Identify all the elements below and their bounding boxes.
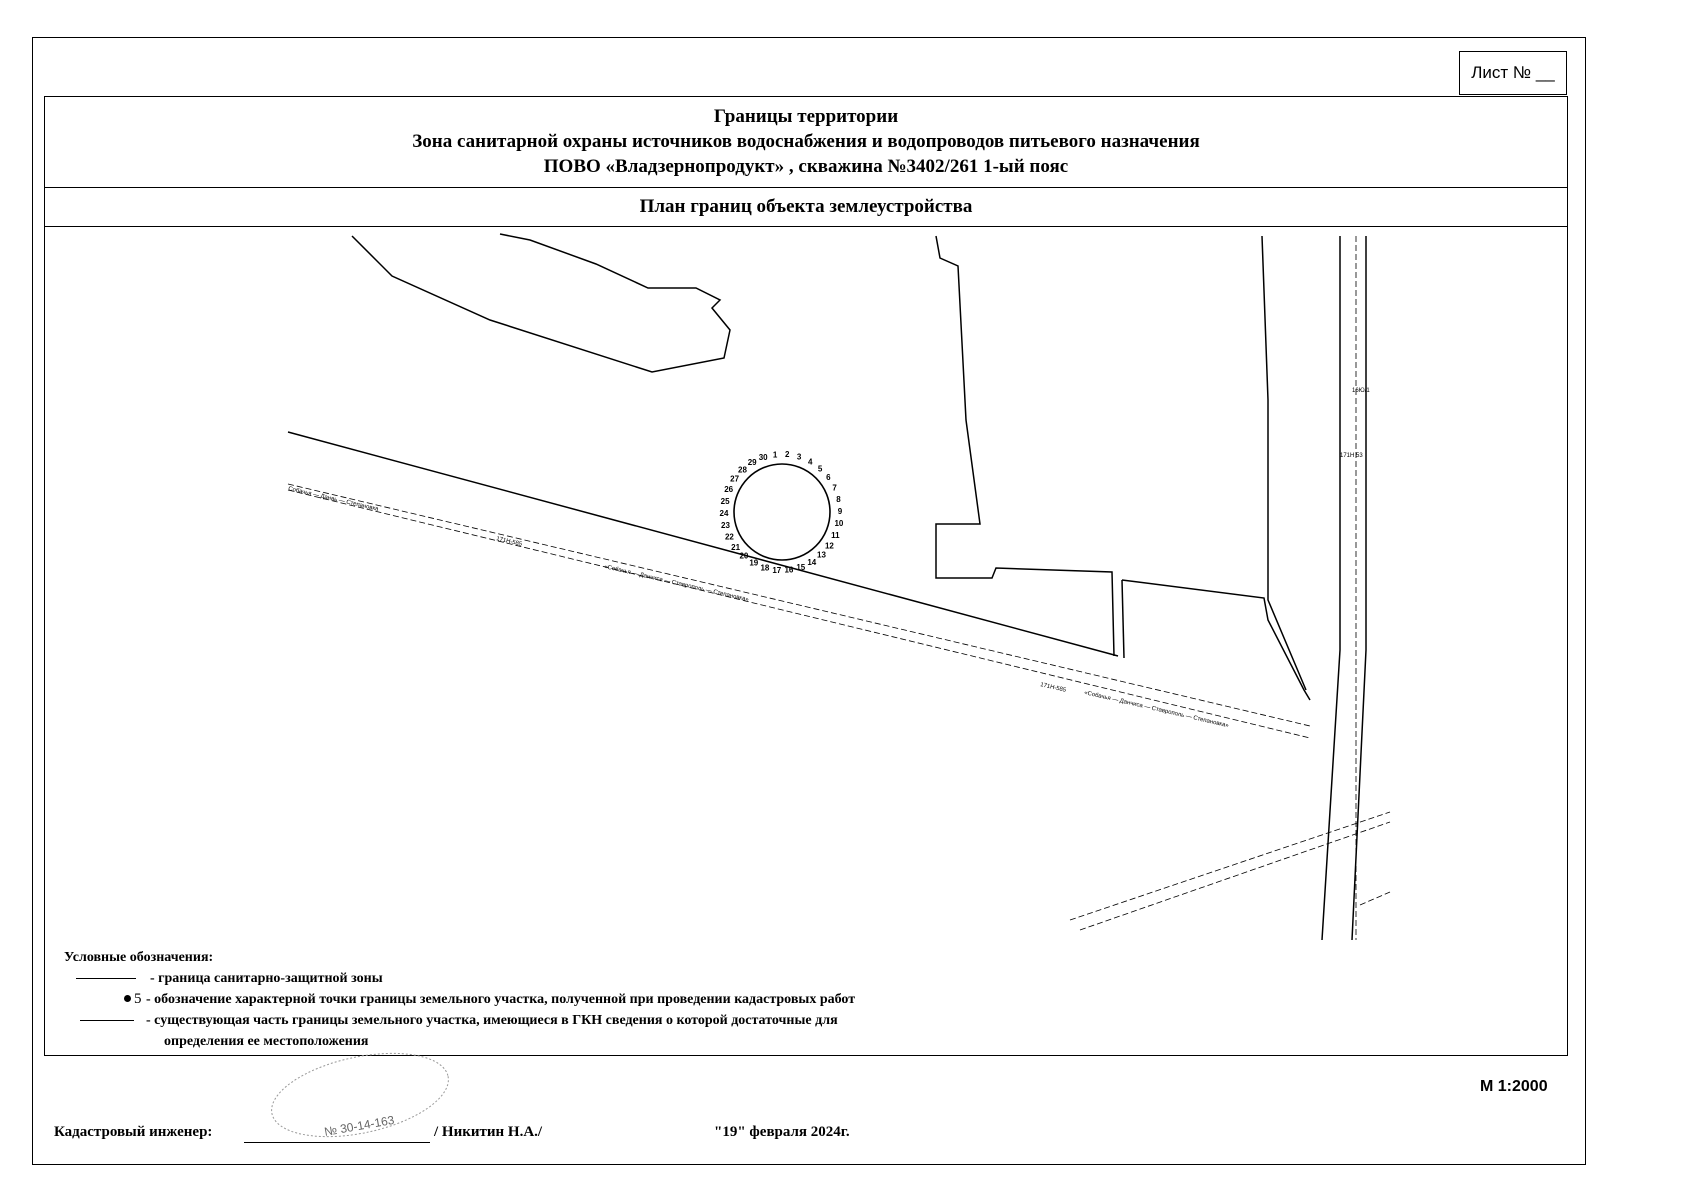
point-label-21: 21 bbox=[731, 542, 741, 552]
point-label-24: 24 bbox=[719, 508, 729, 518]
road-edge-dashed-4 bbox=[1080, 822, 1390, 930]
legend-item bbox=[64, 1010, 838, 1031]
road-label: 16Ю/1 bbox=[1352, 388, 1370, 394]
parcel-right-2 bbox=[1122, 580, 1310, 700]
point-label-4: 4 bbox=[807, 457, 813, 467]
highway-edge-left bbox=[1322, 236, 1340, 940]
legend-item bbox=[64, 968, 383, 989]
road-edge-dashed-3 bbox=[1070, 812, 1390, 920]
point-label-26: 26 bbox=[724, 485, 734, 495]
road-label: 171Н 53 bbox=[1340, 453, 1363, 459]
road-edge-dashed-5 bbox=[1360, 892, 1390, 905]
point-label-1: 1 bbox=[772, 450, 778, 460]
legend-line-symbol bbox=[76, 978, 136, 979]
point-label-11: 11 bbox=[831, 530, 840, 540]
title-line-1: Границы территории bbox=[713, 106, 899, 127]
road-edge-dashed-1 bbox=[288, 484, 1310, 726]
road-label: 171Н-585 bbox=[1039, 682, 1067, 694]
point-label-16: 16 bbox=[784, 565, 794, 575]
point-label-5: 5 bbox=[817, 464, 823, 474]
point-label-6: 6 bbox=[826, 473, 831, 483]
legend-point-label: 5 bbox=[134, 991, 142, 1007]
point-dot-icon bbox=[124, 995, 131, 1002]
point-label-17: 17 bbox=[772, 565, 782, 575]
signature-line bbox=[244, 1142, 430, 1143]
road-label: «Собачья — Данчиса — Ставрополь — Степановка» bbox=[1083, 690, 1230, 730]
plan-title: План границ объекта землеустройства bbox=[44, 188, 1568, 227]
stamp-number: № 30-14-163 bbox=[323, 1112, 396, 1139]
legend-item bbox=[64, 989, 856, 1010]
point-label-19: 19 bbox=[749, 558, 759, 568]
legend-text: - существующая часть границы земельного участка, имеющиеся в ГКН сведения о которой достаточные для bbox=[146, 1013, 838, 1028]
point-label-27: 27 bbox=[730, 474, 740, 484]
point-label-10: 10 bbox=[834, 519, 844, 529]
legend bbox=[64, 947, 856, 1052]
document-date: "19" февраля 2024г. bbox=[714, 1124, 850, 1140]
point-label-29: 29 bbox=[747, 458, 757, 468]
point-label-2: 2 bbox=[784, 450, 790, 460]
point-label-18: 18 bbox=[760, 563, 770, 573]
boundary-diagonal bbox=[288, 432, 1118, 656]
point-label-23: 23 bbox=[721, 520, 730, 530]
point-label-28: 28 bbox=[738, 465, 747, 475]
point-labels bbox=[720, 450, 844, 575]
legend-text: - граница санитарно-защитной зоны bbox=[150, 971, 383, 986]
sanitary-zone-circle bbox=[734, 464, 830, 560]
point-label-25: 25 bbox=[720, 496, 730, 506]
legend-item bbox=[64, 1031, 369, 1052]
title-line-2: Зона санитарной охраны источников водоснабжения и водопроводов питьевого назначения bbox=[412, 131, 1200, 152]
parcel-right bbox=[1122, 580, 1124, 658]
point-label-9: 9 bbox=[837, 507, 843, 517]
point-label-3: 3 bbox=[796, 452, 802, 462]
engineer-name: / Никитин Н.А./ bbox=[434, 1124, 543, 1140]
point-label-14: 14 bbox=[807, 557, 817, 567]
point-label-30: 30 bbox=[758, 453, 768, 463]
point-label-15: 15 bbox=[796, 562, 806, 572]
point-label-12: 12 bbox=[824, 541, 834, 551]
map-scale: М 1:2000 bbox=[1480, 1078, 1548, 1095]
legend-text: - обозначение характерной точки границы земельного участка, полученной при проведении кадастровых работ bbox=[146, 992, 856, 1007]
point-label-13: 13 bbox=[817, 550, 826, 560]
parcel-middle bbox=[936, 236, 1114, 656]
legend-title: Условные обозначения: bbox=[64, 950, 214, 965]
title-line-3: ПОВО «Владзернопродукт» , скважина №3402/261 1-ый пояс bbox=[543, 156, 1069, 177]
parcel-upper-left bbox=[352, 234, 730, 372]
road-edge-dashed-2 bbox=[288, 490, 1310, 738]
road-label: «Собачья — Данчиса — Ставрополь — Степановка» bbox=[603, 564, 750, 604]
point-label-20: 20 bbox=[739, 551, 749, 561]
engineer-label: Кадастровый инженер: bbox=[54, 1124, 213, 1140]
road-labels bbox=[288, 388, 1371, 729]
legend-line-symbol bbox=[80, 1020, 134, 1021]
sheet-number: Лист № __ bbox=[1459, 51, 1567, 95]
road-label: 171Н-585 bbox=[495, 536, 523, 548]
point-label-8: 8 bbox=[836, 495, 841, 505]
legend-text: определения ее местоположения bbox=[164, 1034, 369, 1049]
point-label-22: 22 bbox=[724, 532, 734, 542]
road-label: Собачья — Данаь — Степановка bbox=[287, 486, 379, 513]
point-label-7: 7 bbox=[832, 483, 837, 493]
